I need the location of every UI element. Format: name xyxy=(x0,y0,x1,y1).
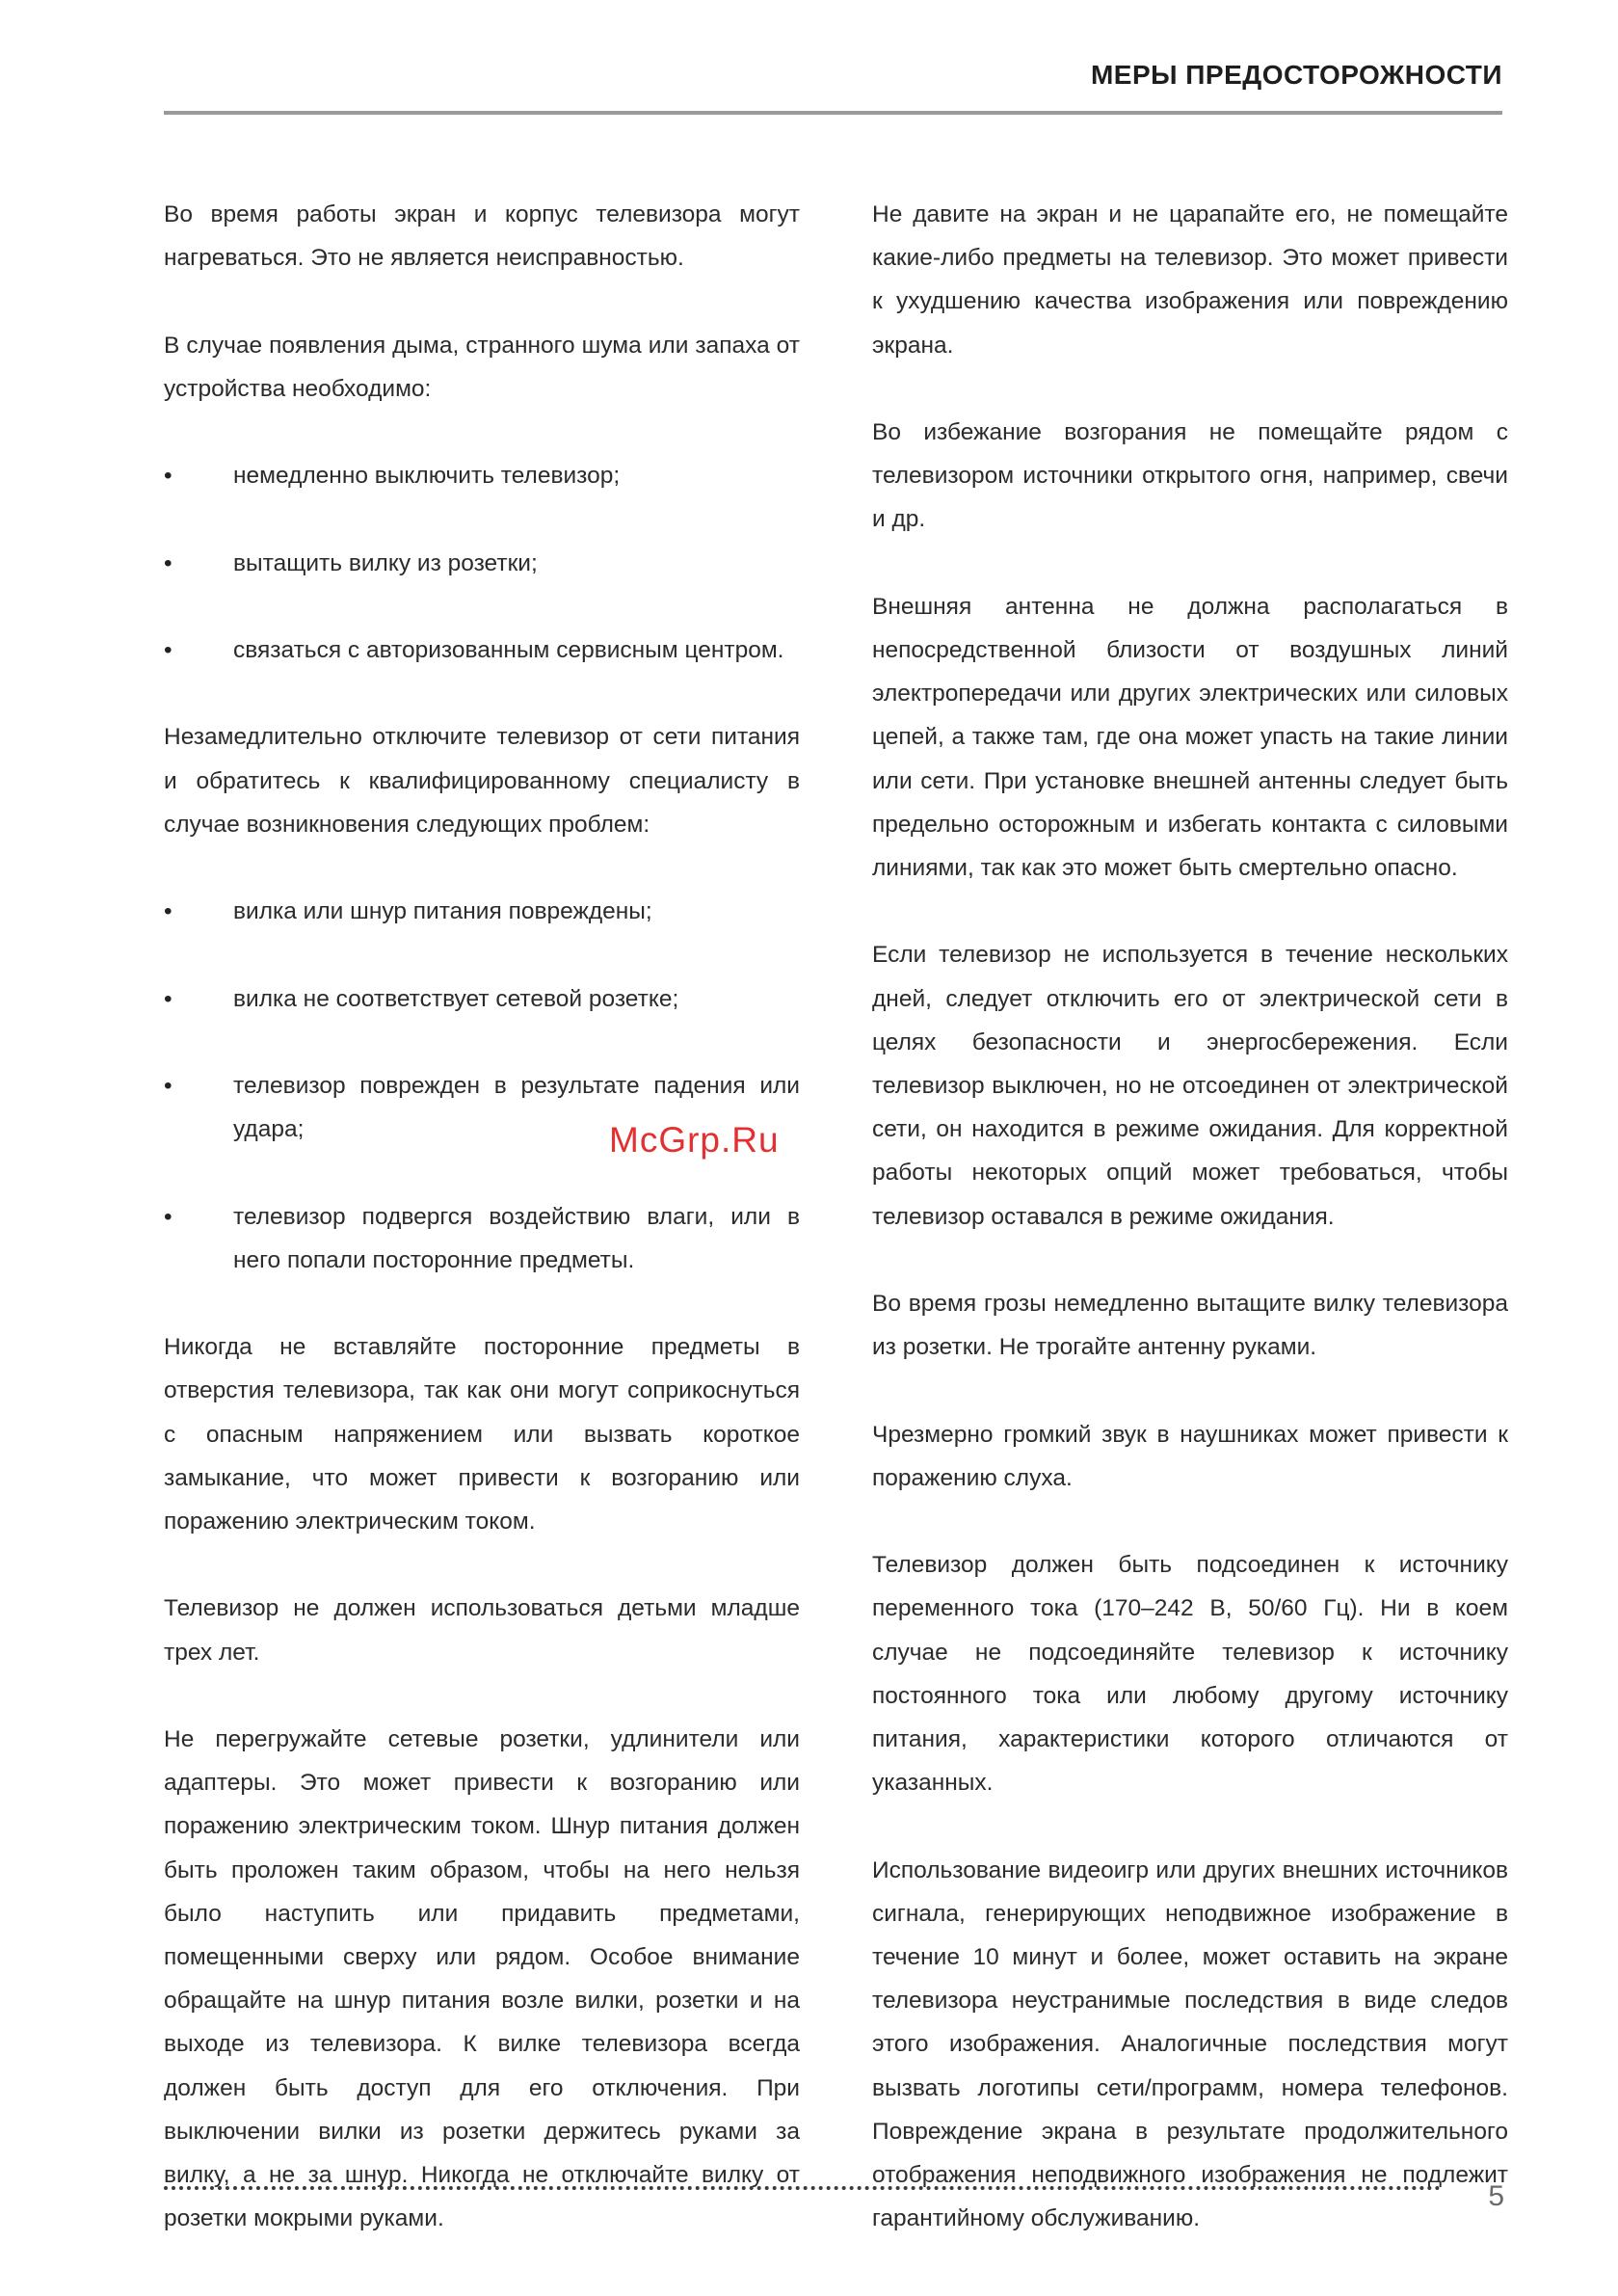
list-item: • телевизор поврежден в результате падения или удара; xyxy=(164,1064,800,1151)
paragraph-open-fire: Во избежание возгорания не помещайте рядом с телевизором источники открытого огня, например, свечи и др. xyxy=(872,419,1508,533)
watermark: McGrp.Ru xyxy=(609,1120,780,1160)
paragraph-smoke-intro: В случае появления дыма, странного шума или запаха от устройства необходимо: xyxy=(164,332,800,402)
list-item: • телевизор подвергся воздействию влаги, или в него попали посторонние предметы. xyxy=(164,1195,800,1282)
right-column xyxy=(872,193,1508,2284)
list-item: • связаться с авторизованным сервисным центром. xyxy=(164,628,800,672)
paragraph-headphones: Чрезмерно громкий звук в наушниках может привести к поражению слуха. xyxy=(872,1421,1508,1491)
list-item: • вытащить вилку из розетки; xyxy=(164,542,800,585)
paragraph-screen-pressure: Не давите на экран и не царапайте его, не помещайте какие-либо предметы на телевизор. Это может привести к ухудшению качества изображения или повреждению экрана. xyxy=(872,201,1508,359)
paragraph-power-cord: Не перегружайте сетевые розетки, удлинители или адаптеры. Это может привести к возгоранию или поражению электрическим током. Шнур питания должен быть проложен таким образом, чтобы на него нельзя было наступить или придавить предметами, помещенными сверху или рядом. Особое внимание обращайте на шнур питания возле вилки, розетки и на выходе из телевизора. К вилке телевизора всегда должен быть доступ для его отключения. При выключении вилки из розетки держитесь руками за вилку, а не за шнур. Никогда не отключайте вилку от розетки мокрыми руками. xyxy=(164,1725,800,2232)
footer-divider xyxy=(164,2186,1441,2190)
list-item: • вилка или шнур питания повреждены; xyxy=(164,890,800,933)
paragraph-standby: Если телевизор не используется в течение нескольких дней, следует отключить его от электрической сети в целях безопасности и энергосбережения. Если телевизор выключен, но не отсоединен от электрической сети, он находится в режиме ожидания. Для корректной работы некоторых опций может требоваться, чтобы телевизор оставался в режиме ожидания. xyxy=(872,942,1508,1230)
paragraph-heating: Во время работы экран и корпус телевизора могут нагреваться. Это не является неисправностью. xyxy=(164,201,800,272)
paragraph-problems-intro: Незамедлительно отключите телевизор от сети питания и обратитесь к квалифицированному специалисту в случае возникновения следующих проблем: xyxy=(164,724,800,838)
problems-list xyxy=(164,890,800,1282)
list-item: • немедленно выключить телевизор; xyxy=(164,454,800,497)
paragraph-static-image: Использование видеоигр или других внешних источников сигнала, генерирующих неподвижное изображение в течение 10 минут и более, может оставить на экране телевизора неустранимые последствия в виде следов этого изображения. Аналогичные последствия могут вызвать логотипы сети/программ, номера телефонов. Повреждение экрана в результате продолжительного отображения неподвижного изображения не подлежит гарантийному обслуживанию. xyxy=(872,1856,1508,2232)
paragraph-thunderstorm: Во время грозы немедленно вытащите вилку телевизора из розетки. Не трогайте антенну руками. xyxy=(872,1291,1508,1361)
paragraph-foreign-objects: Никогда не вставляйте посторонние предметы в отверстия телевизора, так как они могут соприкоснуться с опасным напряжением или вызвать короткое замыкание, что может привести к возгоранию или поражению электрическим током. xyxy=(164,1334,800,1535)
page-number: 5 xyxy=(1488,2180,1504,2212)
paragraph-antenna: Внешняя антенна не должна располагаться в непосредственной близости от воздушных линий электропередачи или других электрических или силовых цепей, а также там, где она может упасть на такие линии или сети. При установке внешней антенны следует быть предельно осторожным и избегать контакта с силовыми линиями, так как это может быть смертельно опасно. xyxy=(872,593,1508,882)
paragraph-children: Телевизор не должен использоваться детьми младше трех лет. xyxy=(164,1595,800,1666)
paragraph-power-source: Телевизор должен быть подсоединен к источнику переменного тока (170–242 В, 50/60 Гц). Ни в коем случае не подсоединяйте телевизор к источнику постоянного тока или любому другому источнику питания, характеристики которого отличаются от указанных. xyxy=(872,1552,1508,1797)
list-item: • вилка не соответствует сетевой розетке; xyxy=(164,977,800,1021)
smoke-actions-list xyxy=(164,454,800,672)
header-divider xyxy=(164,111,1502,115)
page-title: МЕРЫ ПРЕДОСТОРОЖНОСТИ xyxy=(1090,60,1502,90)
left-column xyxy=(164,193,800,2284)
